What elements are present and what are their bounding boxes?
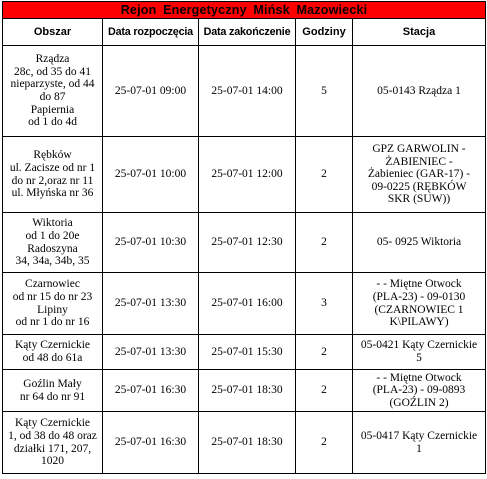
cell-line: 5 [416, 352, 422, 364]
end-cell: 25-07-01 16:00 [199, 273, 296, 335]
end-cell: 25-07-01 12:00 [199, 137, 296, 213]
start-cell: 25-07-01 09:00 [103, 46, 199, 137]
end-cell: 25-07-01 12:30 [199, 213, 296, 273]
cell-line: od 1 do 20e [25, 229, 80, 242]
cell-line: Wiktoria [32, 217, 73, 230]
cell-line: SKR (SUW)) [387, 193, 451, 206]
outage-table-container [2, 1, 485, 474]
area-cell [3, 46, 103, 137]
cell-line: 28c, od 35 do 41 [14, 65, 91, 78]
cell-line: Lipiny [37, 303, 68, 316]
hours-cell: 2 [296, 412, 353, 474]
table-row [3, 46, 486, 137]
end-cell: 25-07-01 18:30 [199, 370, 296, 412]
cell-line: - - Miętne Otwock [376, 371, 462, 384]
start-cell: 25-07-01 13:30 [103, 335, 199, 370]
cell-line: Papiernia [30, 103, 75, 116]
start-cell: 25-07-01 10:30 [103, 213, 199, 273]
start-cell: 25-07-01 10:00 [103, 137, 199, 213]
cell-line: K\PILAWY) [389, 316, 449, 329]
cell-line: od 48 do 61a [22, 352, 83, 364]
cell-line: Rębków [33, 149, 72, 162]
outage-table [2, 1, 486, 474]
header-hours: Godziny [296, 19, 353, 46]
cell-line: do nr 2,oraz nr 11 [11, 174, 94, 187]
cell-line: nieparzyste, od 44 [10, 78, 95, 91]
cell-line: 05-0421 Kąty Czernickie [360, 339, 478, 352]
end-cell: 25-07-01 14:00 [199, 46, 296, 137]
cell-line: Czarnowiec [25, 278, 80, 291]
cell-line: Goźlin Mały [23, 377, 82, 390]
cell-line: GPZ GARWOLIN - [372, 143, 466, 156]
table-row [3, 273, 486, 335]
hours-cell: 2 [296, 370, 353, 412]
area-cell [3, 335, 103, 370]
cell-line: nr 64 do nr 91 [19, 390, 86, 403]
cell-line: Kąty Czernickie [14, 339, 91, 352]
cell-line: do 87 [39, 91, 66, 103]
header-row [3, 19, 486, 46]
header-station: Stacja [353, 19, 486, 46]
hours-cell: 2 [296, 335, 353, 370]
cell-line: (GOŹLIN 2) [389, 396, 449, 409]
cell-line: od 1 do 4d [28, 116, 77, 129]
cell-line: (PLA-23) - 09-0130 [372, 290, 466, 303]
start-cell: 25-07-01 16:30 [103, 412, 199, 474]
cell-line: 09-0225 (RĘBKÓW [371, 180, 467, 193]
table-row [3, 137, 486, 213]
cell-line: ul. Młyńska nr 36 [11, 187, 94, 200]
start-cell: 25-07-01 16:30 [103, 370, 199, 412]
cell-line: ul. Zacisze od nr 1 [9, 161, 96, 174]
title-row [3, 2, 486, 19]
cell-line: 34, 34a, 34b, 35 [15, 255, 90, 268]
cell-line: - - Miętne Otwock [376, 278, 462, 291]
cell-line: Radoszyna [27, 242, 78, 255]
table-title: Rejon Energetyczny Mińsk Mazowiecki [3, 2, 486, 19]
station-cell [353, 46, 486, 137]
cell-line: od nr 15 do nr 23 [12, 290, 93, 303]
cell-line: od nr 1 do nr 16 [15, 316, 90, 329]
area-cell [3, 273, 103, 335]
cell-line: ŻABIENIEC - [385, 155, 453, 168]
cell-line: 1 [416, 442, 422, 455]
table-row [3, 370, 486, 412]
header-area: Obszar [3, 19, 103, 46]
hours-cell: 2 [296, 213, 353, 273]
cell-line: Rządza [35, 53, 70, 66]
hours-cell: 5 [296, 46, 353, 137]
area-cell [3, 137, 103, 213]
end-cell: 25-07-01 15:30 [199, 335, 296, 370]
station-cell [353, 412, 486, 474]
table-body [3, 46, 486, 474]
cell-line: 1, od 38 do 48 oraz [8, 429, 97, 442]
cell-line: 1020 [41, 455, 64, 468]
cell-line: 05-0417 Kąty Czernickie [360, 429, 478, 442]
start-cell: 25-07-01 13:30 [103, 273, 199, 335]
area-cell [3, 412, 103, 474]
station-cell [353, 370, 486, 412]
cell-line: (PLA-23) - 09-0893 [372, 384, 466, 397]
area-cell [3, 370, 103, 412]
station-cell [353, 273, 486, 335]
table-row [3, 213, 486, 273]
header-start: Data rozpoczęcia [103, 19, 199, 46]
end-cell: 25-07-01 18:30 [199, 412, 296, 474]
hours-cell: 3 [296, 273, 353, 335]
cell-line: Żabieniec (GAR-17) - [367, 168, 471, 181]
hours-cell: 2 [296, 137, 353, 213]
area-cell [3, 213, 103, 273]
station-cell [353, 213, 486, 273]
cell-line: (CZARNOWIEC 1 [374, 303, 464, 316]
cell-line: 05-0143 Rządza 1 [377, 84, 461, 97]
cell-line: Kąty Czernickie [14, 417, 91, 430]
station-cell [353, 335, 486, 370]
table-row [3, 412, 486, 474]
cell-line: działki 171, 207, [13, 442, 92, 455]
cell-line: 05- 0925 Wiktoria [376, 236, 462, 249]
station-cell [353, 137, 486, 213]
header-end: Data zakończenie [199, 19, 296, 46]
table-row [3, 335, 486, 370]
